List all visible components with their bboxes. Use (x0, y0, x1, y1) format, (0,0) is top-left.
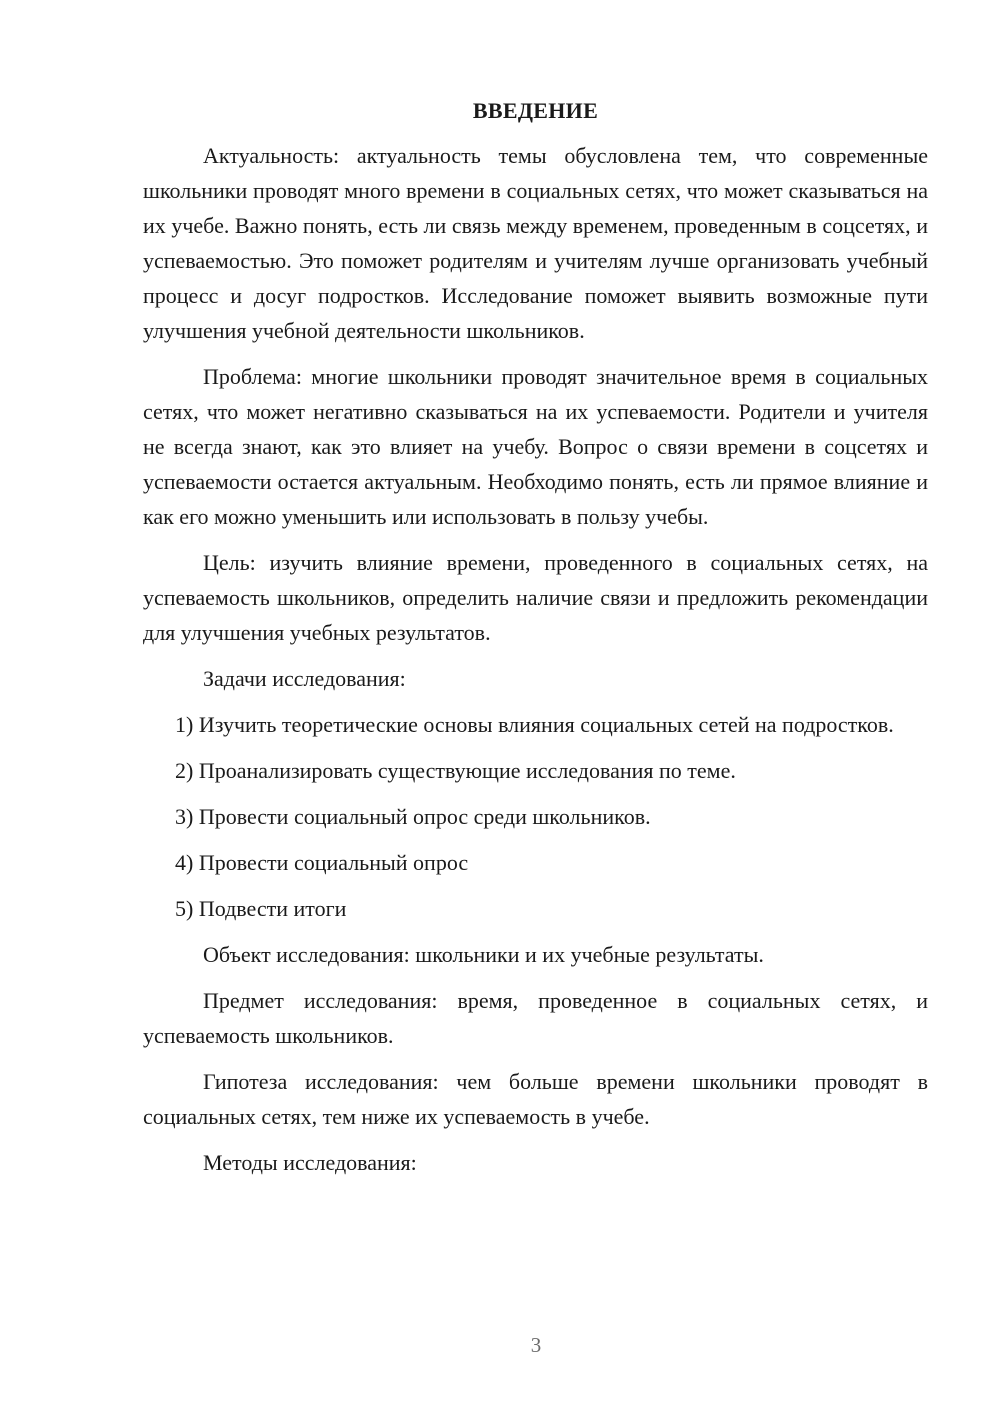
paragraph-tasks-heading: Задачи исследования: (203, 666, 406, 691)
task-item: 4) Провести социальный опрос (175, 850, 469, 875)
task-item: 2) Проанализировать существующие исследования по теме. (175, 758, 736, 783)
paragraph-methods: Методы исследования: (203, 1150, 417, 1175)
paragraph-subject: Предмет исследования: время, проведенное в социальных сетях, и успеваемость школьников. (143, 988, 928, 1048)
paragraph-goal: Цель: изучить влияние времени, проведенного в социальных сетях, на успеваемость школьников, определить наличие связи и предложить рекомендации для улучшения учебных результатов. (143, 550, 928, 645)
paragraph-relevance: Актуальность: актуальность темы обусловлена тем, что современные школьники проводят много времени в социальных сетях, что может сказываться на их учебе. Важно понять, есть ли связь между временем, проведенным в соцсетях, и успеваемостью. Это поможет родителям и учителям лучше организовать учебный процесс и досуг подростков. Исследование поможет выявить возможные пути улучшения учебной деятельности школьников. (143, 143, 928, 343)
section-title: ВВЕДЕНИЕ (472, 98, 599, 123)
paragraph-problem: Проблема: многие школьники проводят значительное время в социальных сетях, что может негативно сказываться на их успеваемости. Родители и учителя не всегда знают, как это влияет на учебу. Вопрос о связи времени в соцсетях и успеваемости остается актуальным. Необходимо понять, есть ли прямое влияние и как его можно уменьшить или использовать в пользу учебы. (143, 364, 928, 529)
task-item: 5) Подвести итоги (175, 896, 347, 921)
task-item: 1) Изучить теоретические основы влияния социальных сетей на подростков. (175, 712, 894, 737)
paragraph-object: Объект исследования: школьники и их учебные результаты. (203, 942, 764, 967)
document-page (143, 96, 928, 1191)
page-number: 3 (530, 1333, 542, 1357)
task-item: 3) Провести социальный опрос среди школьников. (175, 804, 651, 829)
paragraph-hypothesis: Гипотеза исследования: чем больше времени школьники проводят в социальных сетях, тем ниже их успеваемость в учебе. (143, 1069, 928, 1129)
